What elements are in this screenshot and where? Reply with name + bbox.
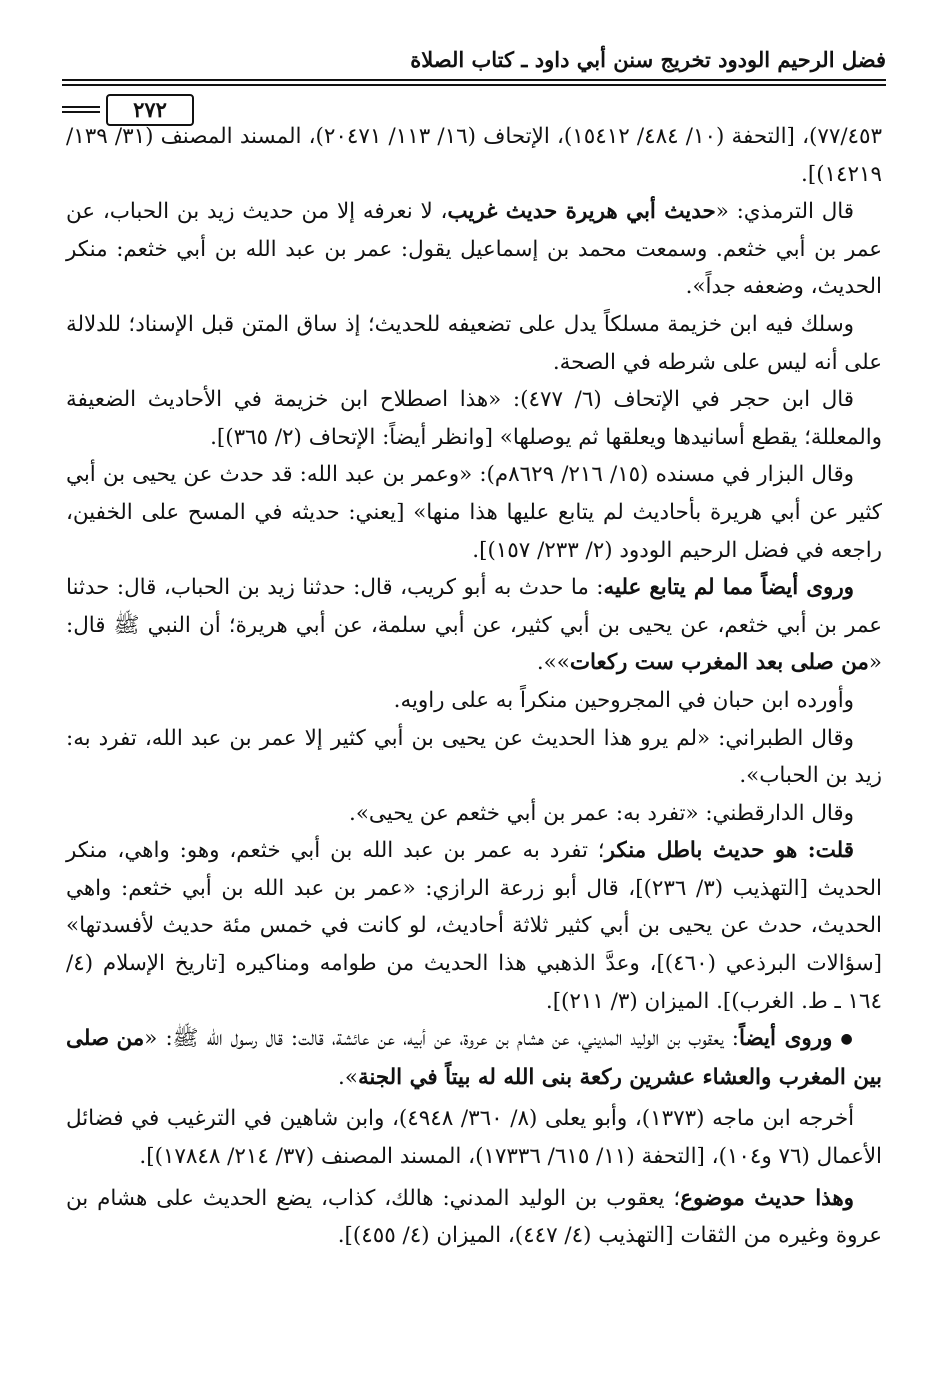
page-number: ٢٧٢ [106, 94, 194, 126]
paragraph [66, 720, 882, 795]
text-run: وقال الدارقطني: «تفرد به: عمر بن أبي خثعم عن يحيى». [349, 800, 854, 826]
text-run: قال الترمذي: « [715, 199, 855, 225]
paragraph [66, 456, 882, 569]
text-run: وسلك فيه ابن خزيمة مسلكاً يدل على تضعيفه للحديث؛ إذ ساق المتن قبل الإسناد؛ للدلالة على أنه ليس على شرطه في الصحة. [66, 311, 882, 375]
paragraph [66, 118, 882, 193]
text-run: وقال الطبراني: «لم يرو هذا الحديث عن يحيى بن أبي كثير إلا عمر بن عبد الله، تفرد به: زيد بن الحباب». [66, 725, 882, 789]
paragraph [66, 682, 882, 720]
header-rule-top [62, 79, 886, 81]
emphasized-text: وروى أيضاً مما لم يتابع عليه [603, 575, 854, 601]
paragraph [66, 193, 882, 306]
paragraph [66, 306, 882, 381]
paragraph [66, 832, 882, 1020]
text-run: ؛ يعقوب بن الوليد المدني: هالك، كذاب، يضع الحديث على هشام بن عروة وغيره من الثقات [التهذيب (٤/ ٤٤٧)، الميزان (٤/ ٤٥٥)]. [66, 1185, 882, 1249]
page-header [62, 44, 886, 122]
page-number-rule-top [62, 106, 100, 108]
paragraph [66, 1020, 882, 1096]
text-run: »». [536, 650, 570, 676]
text-run: أخرجه ابن ماجه (١٣٧٣)، وأبو يعلى (٨/ ٣٦٠/ ٤٩٤٨)، وابن شاهين في الترغيب في فضائل الأعمال (٧٦ و١٠٤)، [التحفة (١١/ ٦١٥/ ١٧٣٣٦)، المسند المصنف (٣٧/ ٢١٤/ ١٧٨٤٨)]. [66, 1106, 882, 1170]
text-run: قال ابن حجر في الإتحاف (٦/ ٤٧٧): «هذا اصطلاح ابن خزيمة في الأحاديث الضعيفة والمعللة؛ يقطع أسانيدها ويعلقها ثم يوصلها» [وانظر أيضاً: الإتحاف (٢/ ٣٦٥)]. [66, 387, 882, 450]
emphasized-text: من صلى بعد المغرب ست ركعات [569, 650, 869, 676]
text-run: ». [338, 1064, 358, 1090]
text-run: ٧٧/٤٥٣)، [التحفة (١٠/ ٤٨٤/ ١٥٤١٢)، الإتحاف (١٦/ ١١٣/ ٢٠٤٧١)، المسند المصنف (٣١/ ١٣٩/ ١٤٢١٩)]. [66, 124, 883, 187]
emphasized-text: وهذا حديث موضوع [680, 1185, 854, 1211]
text-run: : يعقوب بن الوليد المديني، عن هشام بن عروة، عن أبيه، عن عائشة، قالت: قال رسول الله ﷺ: « [144, 1026, 739, 1052]
text-run: وقال البزار في مسنده (١٥/ ٢١٦/ ٨٦٢٩م): «وعمر بن عبد الله: قد حدث عن يحيى بن أبي كثير عن أبي هريرة بأحاديث لم يتابع عليها هذا منها» [يعني: حديثه في المسح على الخفين، راجعه في فضل الرحيم الودود (٢/ ٢٣٣/ ١٥٧)]. [66, 462, 882, 563]
paragraph [66, 569, 882, 682]
paragraph [66, 381, 882, 456]
running-title: فضل الرحيم الودود تخريج سنن أبي داود ـ كتاب الصلاة [410, 47, 886, 72]
emphasized-text: حديث أبي هريرة حديث غريب [447, 199, 716, 225]
emphasized-text: من صلى بين المغرب والعشاء عشرين ركعة بنى الله له بيتاً في الجنة [66, 1026, 882, 1090]
paragraph-marker: ● [840, 1031, 854, 1048]
text-run: : ما حدث به أبو كريب، قال: حدثنا زيد بن الحباب، قال: حدثنا عمر بن أبي خثعم، عن يحيى بن أبي كثير، عن أبي سلمة، عن أبي هريرة؛ أن النبي ﷺ قال: « [66, 575, 882, 676]
emphasized-text: وروى أيضاً [738, 1026, 833, 1052]
text-run: ، لا نعرفه إلا من حديث زيد بن الحباب، عن عمر بن أبي خثعم. وسمعت محمد بن إسماعيل يقول: عمر بن عبد الله بن أبي خثعم: منكر الحديث، وضعفه جداً». [66, 199, 882, 300]
paragraph [66, 1100, 882, 1175]
header-rule-bottom [62, 84, 886, 86]
paragraph [66, 795, 882, 833]
paragraph [66, 1180, 882, 1255]
text-run: وأورده ابن حبان في المجروحين منكراً به على راويه. [393, 687, 854, 713]
emphasized-text: قلت: هو حديث باطل منكر [604, 838, 854, 864]
page-number-rule-bottom [62, 111, 100, 113]
text-run: ؛ تفرد به عمر بن عبد الله بن أبي خثعم، وهو: واهي، منكر الحديث [التهذيب (٣/ ٢٣٦)]، قال أبو زرعة الرازي: «عمر بن عبد الله بن أبي خثعم: واهي الحديث، حدث عن يحيى بن أبي كثير ثلاثة أحاديث، لو كانت في خمس مئة حديث لأفسدتها» [سؤالات البرذعي (٤٦٠)]، وعدَّ الذهبي هذا الحديث من طوامه ومناكيره [تاريخ الإسلام (٤/ ١٦٤ ـ ط. الغرب)]. الميزان (٣/ ٢١١)]. [66, 838, 882, 1014]
page-body [66, 118, 882, 1356]
